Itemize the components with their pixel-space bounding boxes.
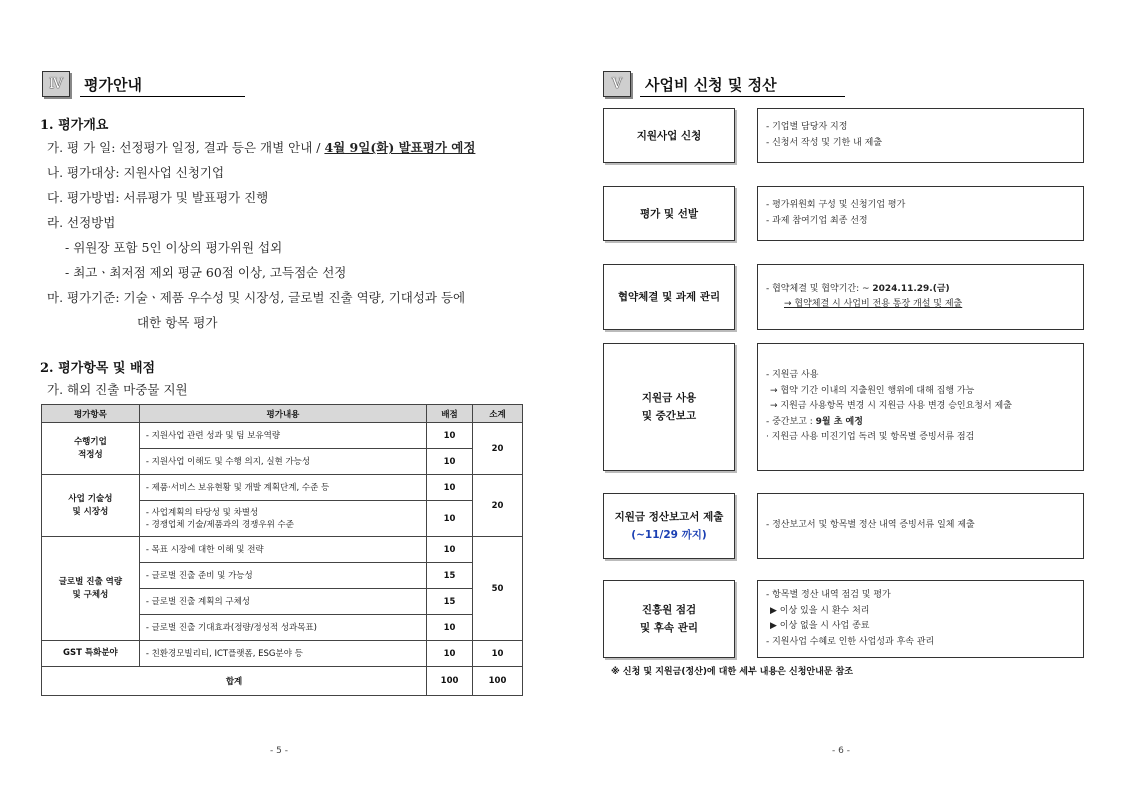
item-cell: - 지원사업 이해도 및 수행 의지, 실현 가능성 <box>139 449 426 475</box>
line-ma-cont: 대한 항목 평가 <box>137 315 218 330</box>
line-ma: 마. 평가기준: 기술ㆍ제품 우수성 및 시장성, 글로벌 진출 역량, 기대성과 등에 <box>47 290 466 305</box>
line-ga-prefix: 가. 평 가 일: 선정평가 일정, 결과 등은 개별 안내 / <box>47 140 325 155</box>
heading-overview: 1. 평가개요 <box>40 118 109 133</box>
total-subtotal: 100 <box>473 667 523 696</box>
page-number: - 6 - <box>832 746 850 756</box>
line-ga2: 가. 해외 진출 마중물 지원 <box>47 382 188 397</box>
step-detail-inspection: - 항목별 정산 내역 점검 및 평가 ▶ 이상 있을 시 환수 처리 ▶ 이상 없을 시 사업 종료 - 지원사업 수혜로 인한 사업성과 후속 관리 <box>757 580 1084 658</box>
score-cell: 10 <box>427 475 473 501</box>
step-detail-agreement: - 협약체결 및 협약기간: ~ 2024.11.29.(금) → 협약체결 시 사업비 전용 통장 개설 및 제출 <box>757 264 1084 330</box>
col-header-category: 평가항목 <box>42 405 140 423</box>
item-cell: - 글로벌 진출 계획의 구체성 <box>139 589 426 615</box>
score-cell: 15 <box>427 589 473 615</box>
section-numeral-box: Ⅳ <box>42 71 70 97</box>
step-label-inspection: 진흥원 점검 및 후속 관리 <box>603 580 735 658</box>
item-cell: - 글로벌 진출 기대효과(정량/정성적 성과목표) <box>139 615 426 641</box>
score-cell: 10 <box>427 641 473 667</box>
step-detail-usage: - 지원금 사용 → 협약 기간 이내의 지출원인 행위에 대해 집행 가능 → 지원금 사용항목 변경 시 지원금 사용 변경 승인요청서 제출 - 중간보고 : 9월 초 예정 · 지원금 사용 미진기업 독려 및 항목별 증빙서류 점검 <box>757 343 1084 471</box>
line-ra-2: - 최고ㆍ최저점 제외 평균 60점 이상, 고득점순 선정 <box>65 265 347 280</box>
category-cell: 수행기업 적정성 <box>42 423 140 475</box>
item-cell: - 제품·서비스 보유현황 및 개발 계획단계, 수준 등 <box>139 475 426 501</box>
line-da: 다. 평가방법: 서류평가 및 발표평가 진행 <box>47 190 269 205</box>
step-label-settlement: 지원금 정산보고서 제출 (~11/29 까지) <box>603 493 735 559</box>
item-cell: - 글로벌 진출 준비 및 가능성 <box>139 563 426 589</box>
step-detail-apply: - 기업별 담당자 지정 - 신청서 작성 및 기한 내 제출 <box>757 108 1084 163</box>
step-label-usage: 지원금 사용 및 중간보고 <box>603 343 735 471</box>
score-cell: 10 <box>427 615 473 641</box>
footnote: ※ 신청 및 지원금(정산)에 대한 세부 내용은 신청안내문 참조 <box>611 667 854 677</box>
category-cell: 글로벌 진출 역량 및 구체성 <box>42 537 140 641</box>
col-header-content: 평가내용 <box>139 405 426 423</box>
subtotal-cell: 50 <box>473 537 523 641</box>
section-header-5 <box>603 71 777 97</box>
item-cell: - 친환경모빌리티, ICT플랫폼, ESG분야 등 <box>139 641 426 667</box>
col-header-score: 배점 <box>427 405 473 423</box>
line-ga-emphasis: 4월 9일(화) 발표평가 예정 <box>324 140 476 155</box>
item-cell: - 목표 시장에 대한 이해 및 전략 <box>139 537 426 563</box>
section-title: 사업비 신청 및 정산 <box>645 75 777 94</box>
heading-criteria: 2. 평가항목 및 배점 <box>40 361 156 376</box>
line-ra-1: - 위원장 포함 5인 이상의 평가위원 섭외 <box>65 240 283 255</box>
step-label-apply: 지원사업 신청 <box>603 108 735 163</box>
subtotal-cell: 20 <box>473 423 523 475</box>
col-header-subtotal: 소계 <box>473 405 523 423</box>
subtotal-cell: 20 <box>473 475 523 537</box>
section-underline <box>640 96 845 97</box>
total-score: 100 <box>427 667 473 696</box>
step-label-agreement: 협약체결 및 과제 관리 <box>603 264 735 330</box>
page-number: - 5 - <box>270 746 288 756</box>
category-cell: 사업 기술성 및 시장성 <box>42 475 140 537</box>
step-detail-settlement: - 정산보고서 및 항목별 정산 내역 증빙서류 일체 제출 <box>757 493 1084 559</box>
category-cell: GST 특화분야 <box>42 641 140 667</box>
item-cell: - 사업계획의 타당성 및 차별성 - 경쟁업체 기술/제품과의 경쟁우위 수준 <box>139 501 426 537</box>
score-cell: 10 <box>427 501 473 537</box>
step-detail-evaluation: - 평가위원회 구성 및 신청기업 평가 - 과제 참여기업 최종 선정 <box>757 186 1084 241</box>
line-ra: 라. 선정방법 <box>47 215 116 230</box>
section-title: 평가안내 <box>84 75 142 94</box>
step-label-evaluation: 평가 및 선발 <box>603 186 735 241</box>
line-na: 나. 평가대상: 지원사업 신청기업 <box>47 165 225 180</box>
score-cell: 10 <box>427 423 473 449</box>
total-label: 합계 <box>42 667 427 696</box>
score-cell: 15 <box>427 563 473 589</box>
section-numeral-box: Ⅴ <box>603 71 631 97</box>
item-cell: - 지원사업 관련 성과 및 팀 보유역량 <box>139 423 426 449</box>
subtotal-cell: 10 <box>473 641 523 667</box>
score-cell: 10 <box>427 449 473 475</box>
score-cell: 10 <box>427 537 473 563</box>
